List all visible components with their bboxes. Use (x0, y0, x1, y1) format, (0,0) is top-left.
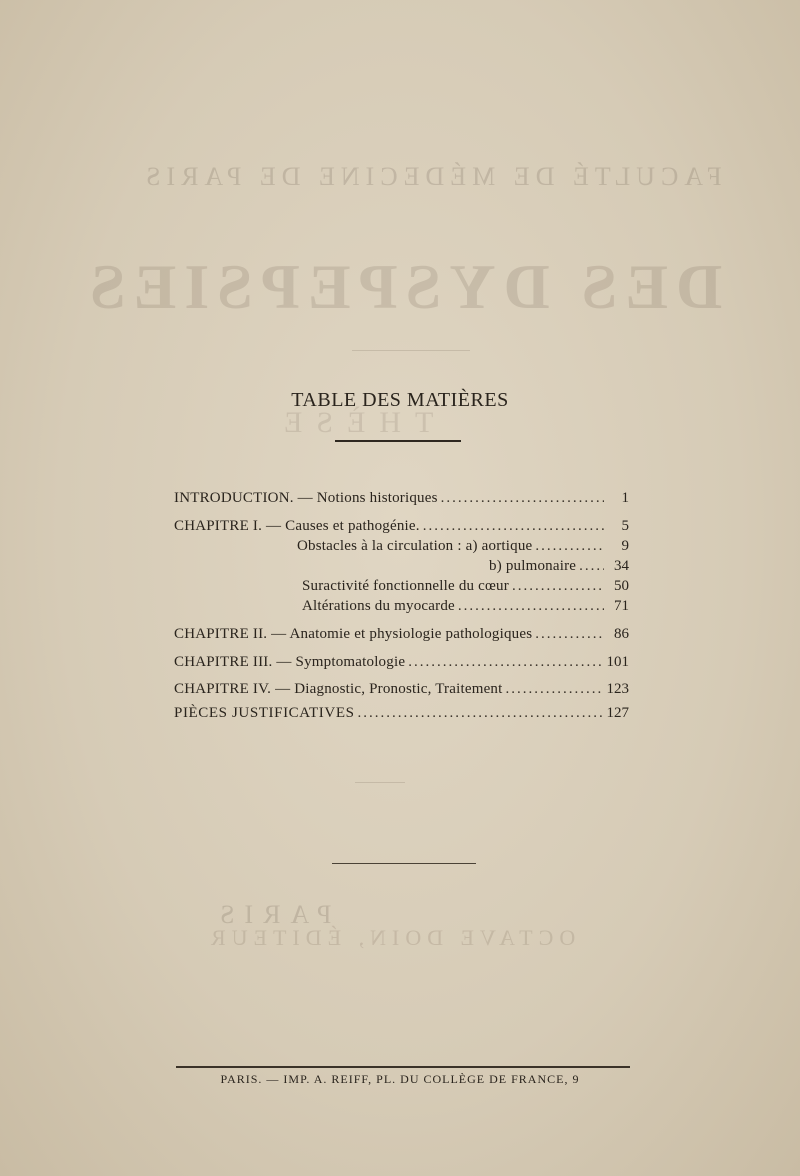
toc-leader (512, 578, 604, 595)
toc-leader (358, 705, 604, 722)
toc-entry-label: INTRODUCTION. — Notions historiques (174, 490, 438, 506)
toc-entry-page: 9 (621, 538, 629, 554)
bleed-through-rule (352, 350, 470, 351)
toc-leader (458, 598, 604, 615)
toc-entry-introduction[interactable] (174, 490, 629, 507)
toc-entry-label: b) pulmonaire (489, 558, 577, 574)
toc-entry-label: Altérations du myocarde (302, 598, 455, 614)
toc-leader (535, 626, 604, 643)
toc-entry-chapitre-2[interactable] (174, 626, 629, 643)
toc-entry-page: 101 (606, 654, 629, 670)
toc-entry-page: 127 (606, 705, 629, 721)
toc-leader (579, 558, 604, 575)
bleed-through-paris: PARIS (210, 900, 332, 929)
bleed-through-faculte: FACULTÉ DE MÉDECINE DE PARIS (140, 162, 722, 191)
page-title: TABLE DES MATIÈRES (291, 389, 509, 411)
toc-entry-label: CHAPITRE III. — Symptomatologie (174, 654, 406, 670)
toc-entry-chapitre-1[interactable] (174, 518, 629, 535)
toc-entry-page: 1 (621, 490, 629, 506)
toc-entry-page: 34 (614, 558, 629, 574)
toc-leader (408, 654, 603, 671)
bleed-through-des-dyspepsies: DES DYSPEPSIES (82, 251, 723, 322)
toc-entry-chapitre-3[interactable] (174, 654, 629, 671)
toc-leader (506, 681, 604, 698)
toc-entry-pulmonaire[interactable] (489, 558, 629, 575)
toc-entry-pieces[interactable] (174, 705, 629, 722)
toc-leader (423, 518, 604, 535)
toc-entry-page: 5 (621, 518, 629, 534)
toc-entry-label: Suractivité fonctionnelle du cœur (302, 578, 509, 594)
toc-entry-page: 123 (606, 681, 629, 697)
imprint-rule (176, 1066, 630, 1068)
bleed-through-these: THÈSE (270, 406, 434, 439)
section-rule (332, 863, 476, 864)
toc-entry-obstacles[interactable] (297, 538, 629, 555)
toc-leader (441, 490, 604, 507)
bleed-through-rule (355, 782, 405, 783)
toc-entry-label: CHAPITRE I. — Causes et pathogénie. (174, 518, 420, 534)
toc-entry-chapitre-4[interactable] (174, 681, 629, 698)
toc-entry-label: Obstacles à la circulation : a) aortique (297, 538, 533, 554)
toc-entry-label: CHAPITRE II. — Anatomie et physiologie pathologiques (174, 626, 533, 642)
title-rule (335, 440, 461, 442)
toc-entry-suractivite[interactable] (302, 578, 629, 595)
toc-entry-page: 50 (614, 578, 629, 594)
bleed-through-octave-doin: OCTAVE DOIN, ÉDITEUR (205, 925, 576, 950)
toc-entry-page: 71 (614, 598, 629, 614)
printer-imprint: PARIS. — IMP. A. REIFF, PL. DU COLLÈGE DE FRANCE, 9 (220, 1072, 580, 1086)
toc-entry-alterations[interactable] (302, 598, 629, 615)
toc-entry-label: CHAPITRE IV. — Diagnostic, Pronostic, Traitement (174, 681, 503, 697)
toc-entry-page: 86 (614, 626, 629, 642)
toc-entry-label: PIÈCES JUSTIFICATIVES (174, 705, 355, 721)
toc-leader (535, 538, 604, 555)
